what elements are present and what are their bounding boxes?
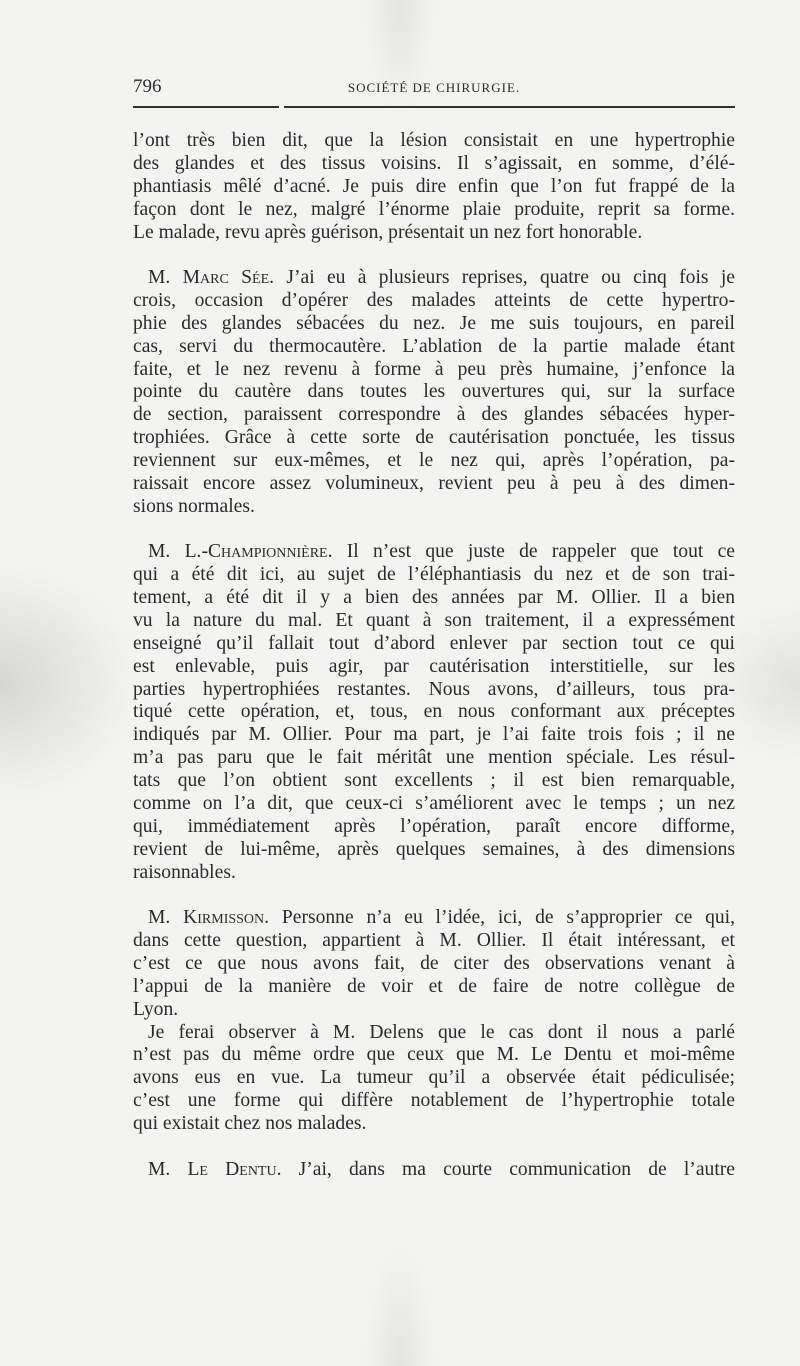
speaker-name: M. Marc Sée. [148,266,275,288]
text-line: reviennent sur eux-mêmes, et le nez qui, après l’opération, pa- [133,450,735,472]
speaker-name: M. L.-Championnière. [148,541,333,563]
text-line: comme on l’a dit, que ceux-ci s’améliorent avec le temps ; un nez [133,793,735,815]
text-line: raisonnables. [133,861,236,883]
paragraph [133,907,735,1021]
text-line: façon dont le nez, malgré l’énorme plaie produite, reprit sa forme. [133,198,735,220]
text-line: pointe du cautère dans toutes les ouvertures qui, sur la surface [133,381,735,403]
line-text: J’ai, dans ma courte communication de l’autre [281,1158,735,1180]
text-line: crois, occasion d’opérer des malades atteints de cette hypertro- [133,289,735,311]
text-line: c’est ce que nous avons fait, de citer des observations venant à [133,952,735,974]
text-line: avons eus en vue. La tumeur qu’il a observée était pédiculisée; [133,1067,735,1089]
paragraph [133,267,735,519]
paragraph [133,1159,735,1182]
line-text: Je ferai observer à M. Delens que le cas dont il nous a parlé [148,1021,735,1043]
text-line: trophiées. Grâce à cette sorte de cautérisation ponctuée, les tissus [133,427,735,449]
text-line: revient de lui-même, après quelques semaines, à des dimensions [133,838,735,860]
page-header [133,76,735,100]
text-line: m’a pas paru que le fait méritât une mention spéciale. Les résul- [133,747,735,769]
text-line: tement, a été dit il y a bien des années par M. Ollier. Il a bien [133,587,735,609]
text-line [133,541,735,564]
paragraph [133,1022,735,1136]
text-line [133,907,735,930]
speaker-name: M. Le Dentu. [148,1158,282,1180]
text-line: qui, immédiatement après l’opération, paraît encore difforme, [133,815,735,837]
text-line: de section, paraissent correspondre à des glandes sébacées hyper- [133,404,735,426]
text-line: qui a été dit ici, au sujet de l’éléphantiasis du nez et de son trai- [133,564,735,586]
text-line: enseigné qu’il fallait tout d’abord enlever par section tout ce qui [133,632,735,654]
text-line [133,1022,735,1045]
text-line: phie des glandes sébacées du nez. Je me suis toujours, en pareil [133,312,735,334]
running-title: SOCIÉTÉ DE CHIRURGIE. [347,80,521,95]
page-body [133,130,735,1204]
text-line: c’est une forme qui diffère notablement de l’hypertrophie totale [133,1090,735,1112]
text-line: des glandes et des tissus voisins. Il s’agissait, en somme, d’élé- [133,152,735,174]
text-line: n’est pas du même ordre que ceux que M. Le Dentu et moi-même [133,1044,735,1066]
paragraph [133,541,735,884]
page-number: 796 [133,76,162,97]
text-line: Le malade, revu après guérison, présentait un nez fort honorable. [133,221,643,243]
text-line: sions normales. [133,495,255,517]
text-line: vu la nature du mal. Et quant à son traitement, il a expressément [133,609,735,631]
text-line: dans cette question, appartient à M. Ollier. Il était intéressant, et [133,930,735,951]
text-line: tats que l’on obtient sont excellents ; il est bien remarquable, [133,770,735,792]
text-line [133,267,735,290]
text-line: qui existait chez nos malades. [133,1113,367,1135]
text-line: cas, servi du thermocautère. L’ablation de la partie malade étant [133,335,735,357]
header-rule [133,106,735,108]
text-line: phantiasis mêlé d’acné. Je puis dire enfin que l’on fut frappé de la [133,175,735,197]
line-text: Personne n’a eu l’idée, ici, de s’approprier ce qui, [269,907,736,929]
paragraph [133,130,735,244]
text-line: Lyon. [133,998,179,1020]
line-text: Il n’est que juste de rappeler que tout ce [332,541,735,563]
text-line: l’appui de la manière de voir et de faire de notre collègue de [133,975,735,997]
speaker-name: M. Kirmisson. [148,907,270,929]
text-line: est enlevable, puis agir, par cautérisation interstitielle, sur les [133,655,735,677]
text-line [133,1159,735,1182]
text-line: l’ont très bien dit, que la lésion consistait en une hypertrophie [133,130,735,151]
text-line: faite, et le nez revenu à forme à peu près humaine, j’enfonce la [133,358,735,380]
text-line: indiqués par M. Ollier. Pour ma part, je l’ai faite trois fois ; il ne [133,724,735,746]
text-line: parties hypertrophiées restantes. Nous avons, d’ailleurs, tous pra- [133,678,735,700]
text-line: raissait encore assez volumineux, revient peu à peu à des dimen- [133,472,735,494]
text-line: tiqué cette opération, et, tous, en nous conformant aux préceptes [133,701,735,723]
line-text: J’ai eu à plusieurs reprises, quatre ou cinq fois je [274,266,735,288]
